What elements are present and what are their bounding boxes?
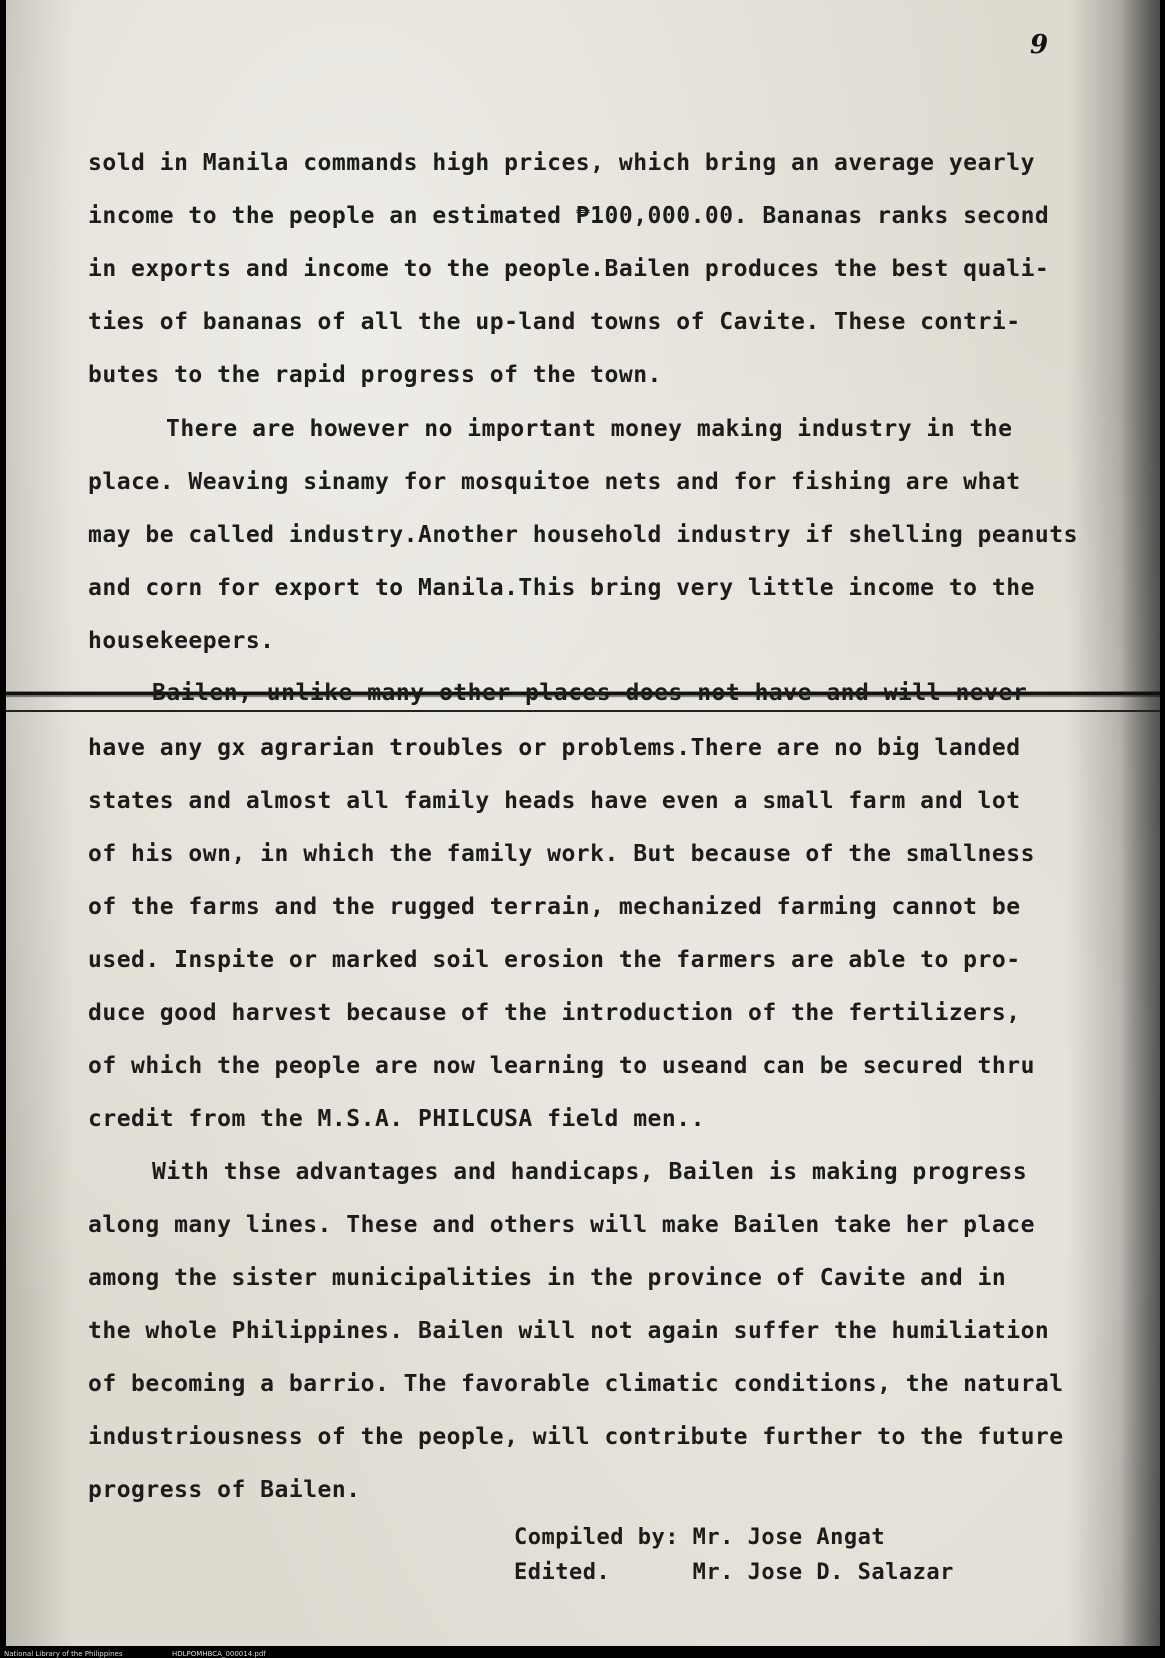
footer-source: National Library of the Philippines	[4, 1650, 123, 1658]
footer-file-id: HDLPOMHBCA_000014.pdf	[172, 1650, 266, 1658]
text-line: used. Inspite or marked soil erosion the farmers are able to pro-	[88, 947, 1021, 973]
page-number: 9	[1030, 30, 1049, 60]
text-line: income to the people an estimated ₱100,000.00. Bananas ranks second	[88, 203, 1050, 229]
document-page	[6, 0, 1160, 1646]
text-line: of becoming a barrio. The favorable climatic conditions, the natural	[88, 1371, 1064, 1397]
text-line: With thse advantages and handicaps, Bailen is making progress	[152, 1159, 1028, 1185]
edited-by-line: Edited. Mr. Jose D. Salazar	[514, 1560, 954, 1585]
text-line: progress of Bailen.	[88, 1477, 361, 1503]
text-line: have any gx agrarian troubles or problems.There are no big landed	[88, 735, 1021, 761]
text-line: may be called industry.Another household industry if shelling peanuts	[88, 522, 1078, 548]
text-line: of which the people are now learning to useand can be secured thru	[88, 1053, 1035, 1079]
text-line: in exports and income to the people.Bailen produces the best quali-	[88, 256, 1050, 282]
text-line: ties of bananas of all the up-land towns of Cavite. These contri-	[88, 309, 1021, 335]
footer-bar	[0, 1646, 1165, 1658]
text-line: place. Weaving sinamy for mosquitoe nets and for fishing are what	[88, 469, 1021, 495]
text-line: duce good harvest because of the introduction of the fertilizers,	[88, 1000, 1021, 1026]
text-line: of his own, in which the family work. But because of the smallness	[88, 841, 1035, 867]
text-line: credit from the M.S.A. PHILCUSA field men..	[88, 1106, 705, 1132]
text-line: There are however no important money making industry in the	[166, 416, 1013, 442]
text-line: of the farms and the rugged terrain, mechanized farming cannot be	[88, 894, 1021, 920]
page-shadow	[1120, 0, 1160, 1646]
text-line: housekeepers.	[88, 628, 275, 654]
text-line: among the sister municipalities in the province of Cavite and in	[88, 1265, 1007, 1291]
compiled-by-line: Compiled by: Mr. Jose Angat	[514, 1525, 886, 1550]
text-line: the whole Philippines. Bailen will not again suffer the humiliation	[88, 1318, 1050, 1344]
text-line: Bailen, unlike many other places does not have and will never	[152, 680, 1028, 706]
page-fold-line	[6, 710, 1160, 712]
text-line: and corn for export to Manila.This bring very little income to the	[88, 575, 1035, 601]
text-line: industriousness of the people, will contribute further to the future	[88, 1424, 1064, 1450]
text-line: butes to the rapid progress of the town.	[88, 362, 662, 388]
text-line: sold in Manila commands high prices, which bring an average yearly	[88, 150, 1035, 176]
text-line: states and almost all family heads have even a small farm and lot	[88, 788, 1021, 814]
text-line: along many lines. These and others will make Bailen take her place	[88, 1212, 1035, 1238]
